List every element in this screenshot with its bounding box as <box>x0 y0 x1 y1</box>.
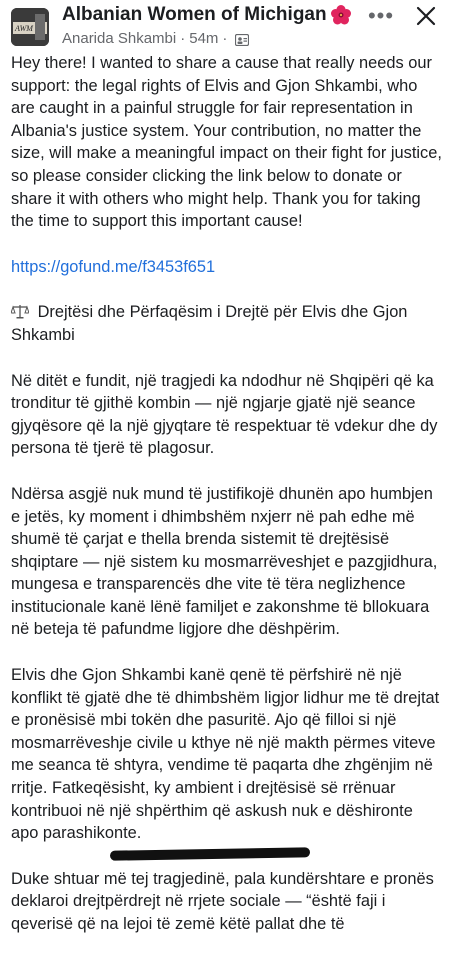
group-name-text[interactable]: Albanian Women of Michigan <box>62 4 327 25</box>
post-body <box>11 52 443 959</box>
post-link-paragraph <box>11 256 443 279</box>
group-avatar[interactable] <box>11 8 49 46</box>
post-paragraph: Ndërsa asgjë nuk mund të justifikojë dhunën apo humbjen e jetës, ky moment i dhimbshëm nxjerr në pah edhe më shumë të çarjat e thella brenda sistemit të drejtësisë shqiptare — një sistem ku mosmarrëveshjet e pazgjidhura, mungesa e transparencës dhe vite të tëra neglizhence institucionale kanë lënë familjet e zakonshme të bllokuara në beteja të pafundme ligjore dhe dëshpërim. <box>11 484 438 639</box>
close-icon[interactable] <box>412 2 440 30</box>
meta-separator: · <box>222 30 228 47</box>
post-paragraph: Në ditët e fundit, një tragjedi ka ndodhur në Shqipëri që ka tronditur të gjithë kombin — një ngjarje gjatë një seance gjyqësore që la një gjyqtare të respektuar të vdekur dhe dy persona të tjerë të plagosur. <box>11 371 438 458</box>
donation-link[interactable]: https://gofund.me/f3453f651 <box>11 257 216 276</box>
post-header <box>0 0 450 48</box>
meta-separator: · <box>180 30 186 47</box>
post-paragraph: Duke shtuar më tej tragjedinë, pala kundërshtare e pronës deklaroi drejtpërdrejt në rrjete sociale — “është faji i qeverisë që na lejoi të zemë këtë pallat dhe të <box>11 869 434 933</box>
post-time[interactable]: 54m <box>189 30 219 47</box>
hibiscus-icon <box>330 4 352 26</box>
author-name[interactable]: Anarida Shkambi <box>62 30 177 47</box>
post-meta <box>62 30 249 47</box>
post-title-text: Drejtësi dhe Përfaqësim i Drejtë për Elvis dhe Gjon Shkambi <box>11 303 408 344</box>
svg-text:AWM: AWM <box>15 24 33 33</box>
post-paragraph-title <box>11 301 443 346</box>
group-name[interactable] <box>62 4 355 26</box>
post-paragraph: Hey there! I wanted to share a cause that really needs our support: the legal rights of Elvis and Gjon Shkambi, who are caught in a painful struggle for fair representation in Albania's justice system. Your contribution, no matter the size, will make a meaningful impact on their fight for justice, so please consider clicking the link below to donate or share it with others who might help. Thank you for taking the time to support this important cause! <box>11 54 442 231</box>
post-paragraph: Elvis dhe Gjon Shkambi kanë qenë të përfshirë në një konflikt të gjatë dhe të dhimbshëm ligjor lidhur me të drejtat e pronësisë mbi tokën dhe pasuritë. Ajo që filloi si një mosmarrëveshje civile u kthye në një makth përmes viteve me seanca të shtyra, vendime të paqarta dhe zhgënjim në rritje. Fatkeqësisht, ky ambient i drejtësisë së rrënuar kontribuoi në një shpërthim që askush nuk e dëshironte apo parashikonte. <box>11 666 440 843</box>
more-options-button[interactable]: ••• <box>367 3 395 28</box>
balance-scale-icon <box>11 303 34 321</box>
group-icon <box>235 33 249 45</box>
